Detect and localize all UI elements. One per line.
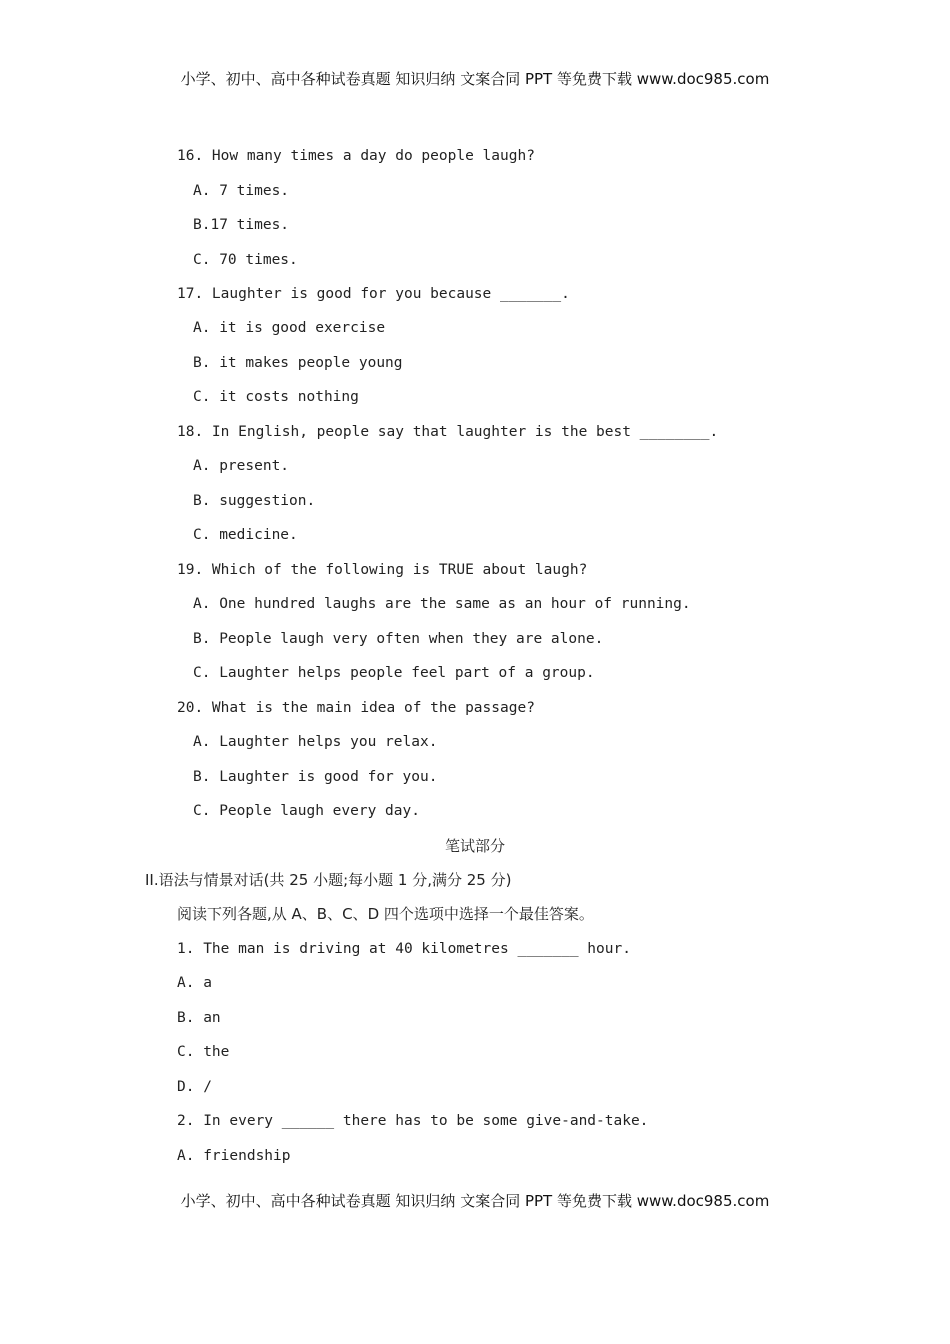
page-header: 小学、初中、高中各种试卷真题 知识归纳 文案合同 PPT 等免费下载 www.doc985.com — [180, 70, 770, 88]
question-19-stem: 19. Which of the following is TRUE about laugh? — [177, 562, 588, 578]
section-heading: II.语法与情景对话(共 25 小题;每小题 1 分,满分 25 分) — [145, 871, 512, 889]
grammar-question-1-option-d: D. / — [177, 1079, 212, 1095]
grammar-question-1-option-a: A. a — [177, 975, 212, 991]
question-18-stem: 18. In English, people say that laughter is the best ________. — [177, 424, 719, 440]
question-17-stem: 17. Laughter is good for you because _______. — [177, 286, 570, 302]
question-20-option-b: B. Laughter is good for you. — [193, 769, 438, 785]
question-17-option-b: B. it makes people young — [193, 355, 403, 371]
question-16-option-a: A. 7 times. — [193, 183, 290, 199]
question-20-option-c: C. People laugh every day. — [193, 803, 420, 819]
question-18-option-c: C. medicine. — [193, 527, 298, 543]
grammar-question-1-option-c: C. the — [177, 1044, 230, 1060]
written-part-title: 笔试部分 — [444, 837, 505, 855]
question-16-stem: 16. How many times a day do people laugh? — [177, 148, 535, 164]
question-20-stem: 20. What is the main idea of the passage? — [177, 700, 535, 716]
page-footer: 小学、初中、高中各种试卷真题 知识归纳 文案合同 PPT 等免费下载 www.doc985.com — [180, 1192, 770, 1210]
section-instruction: 阅读下列各题,从 A、B、C、D 四个选项中选择一个最佳答案。 — [177, 905, 594, 923]
question-18-option-b: B. suggestion. — [193, 493, 316, 509]
question-19-option-c: C. Laughter helps people feel part of a group. — [193, 665, 595, 681]
question-19-option-a: A. One hundred laughs are the same as an hour of running. — [193, 596, 691, 612]
question-16-option-b: B.17 times. — [193, 217, 290, 233]
grammar-question-1-stem: 1. The man is driving at 40 kilometres _______ hour. — [177, 941, 631, 957]
question-19-option-b: B. People laugh very often when they are alone. — [193, 631, 604, 647]
grammar-question-2-option-a: A. friendship — [177, 1148, 291, 1164]
question-18-option-a: A. present. — [193, 458, 290, 474]
grammar-question-1-option-b: B. an — [177, 1010, 221, 1026]
question-17-option-a: A. it is good exercise — [193, 320, 386, 336]
question-20-option-a: A. Laughter helps you relax. — [193, 734, 438, 750]
question-17-option-c: C. it costs nothing — [193, 389, 359, 405]
grammar-question-2-stem: 2. In every ______ there has to be some give-and-take. — [177, 1113, 649, 1129]
question-16-option-c: C. 70 times. — [193, 252, 298, 268]
